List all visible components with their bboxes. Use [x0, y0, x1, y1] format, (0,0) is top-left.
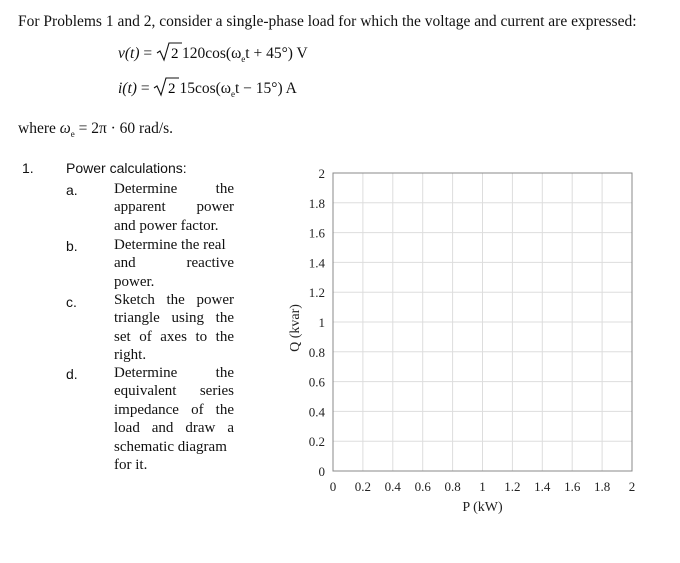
x-tick-label: 0.2 — [354, 479, 372, 494]
text-line: Determine the — [114, 181, 234, 197]
where-rhs: = 2π · 60 rad/s. — [78, 120, 174, 137]
text-line: triangle using the — [114, 310, 234, 327]
text-line: equivalent series — [114, 383, 234, 400]
text-line: right. — [114, 347, 147, 364]
y-tick-label: 1 — [318, 315, 325, 330]
x-tick-label: 2 — [628, 479, 636, 494]
equals-sign: = — [143, 45, 153, 62]
text-line: power. — [114, 273, 155, 290]
problem-title: Power calculations: — [66, 160, 187, 176]
y-axis-label: Q (kvar) — [288, 304, 303, 352]
svg-text:2: 2 — [171, 46, 179, 62]
voltage-rest: t + 45°) V — [245, 45, 308, 62]
y-tick-label: 2 — [318, 166, 325, 181]
x-tick-label: 0.6 — [414, 479, 431, 494]
x-tick-label: 1 — [479, 479, 486, 494]
current-sub: e — [230, 89, 235, 99]
x-tick-label: 0.8 — [444, 479, 461, 494]
text-line: apparent power — [114, 199, 234, 216]
y-tick-label: 1.2 — [308, 285, 325, 301]
part-b-label: b. — [66, 238, 78, 254]
text-line: Sketch the power — [114, 292, 234, 308]
text-line: for it. — [114, 457, 148, 474]
voltage-arg: cos(ω — [205, 45, 242, 62]
text-line: set of axes to the — [114, 328, 234, 345]
y-tick-label: 0.8 — [308, 344, 325, 360]
text-line: load and draw a — [114, 420, 234, 437]
y-tick-label: 0.2 — [308, 434, 325, 450]
voltage-lhs: v(t) — [118, 45, 140, 62]
x-tick-label: 1.6 — [564, 479, 581, 494]
intro-text: For Problems 1 and 2, consider a single-phase load for which the voltage and current are expressed: — [18, 13, 637, 30]
equals-sign: = — [140, 80, 150, 97]
part-a-label: a. — [66, 182, 78, 198]
where-omega: ω — [59, 120, 71, 137]
text-line: and power factor. — [114, 217, 219, 234]
text-line: and reactive — [114, 255, 234, 272]
problem-number: 1. — [22, 160, 34, 176]
x-tick-label: 1.2 — [504, 479, 521, 494]
text-line: schematic diagram — [114, 438, 227, 455]
x-tick-label: 1.8 — [593, 479, 611, 494]
where-prefix: where — [18, 120, 56, 137]
y-tick-label: 0.6 — [308, 374, 325, 390]
current-arg: cos(ω — [194, 80, 231, 97]
part-d-label: d. — [66, 366, 78, 382]
current-lhs: i(t) — [118, 80, 137, 97]
part-c-label: c. — [66, 294, 77, 310]
y-tick-label: 1.6 — [308, 225, 325, 241]
text-line: Determine the real — [114, 237, 226, 253]
x-tick-label: 1.4 — [534, 479, 551, 494]
y-tick-label: 1.4 — [308, 255, 325, 271]
y-tick-label: 0 — [318, 464, 325, 479]
y-tick-label: 1.8 — [308, 195, 325, 211]
where-sub: e — [70, 129, 75, 139]
x-axis-label: P (kW) — [462, 500, 503, 515]
x-tick-label: 0 — [329, 479, 337, 494]
y-tick-label: 0.4 — [308, 404, 325, 420]
current-rest: t − 15°) A — [234, 80, 297, 97]
current-coef: 15 — [179, 80, 195, 97]
text-line: impedance of the — [114, 401, 234, 418]
x-tick-label: 0.4 — [384, 479, 401, 494]
voltage-sub: e — [241, 54, 246, 64]
text-line: Determine the — [114, 365, 234, 381]
voltage-coef: 120 — [182, 45, 206, 62]
svg-text:2: 2 — [168, 81, 176, 97]
